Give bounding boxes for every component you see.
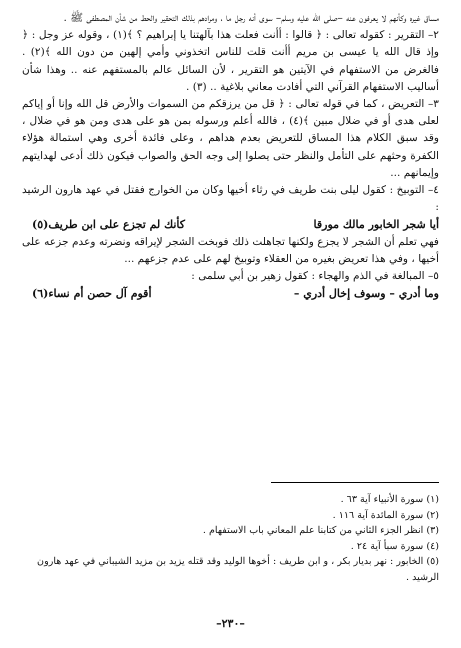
- footnote-1: (١) سورة الأنبياء آية ٦٣ .: [340, 494, 439, 505]
- footnote-5: (٥) الخابور : نهر بديار بكر ، و ابن طريف : أخوها الوليد وقد قتله يزيد بن مزيد الشيباني في عهد هارون الرشيد .: [37, 556, 439, 583]
- paragraph-5: فهي تعلم أن الشجر لا يجزع ولكنها تجاهلت ذلك فوبخت الشجر لإيراقه ونضرته وعدم جزعه على أخيها ، وفي هذا تعريض بغيره من العقلاء وتوبيخ لهم على عدم جزعهم ...: [22, 235, 439, 265]
- paragraph-6: ٥– المبالغة في الذم والهجاء : كقول زهير بن أبي سلمى :: [191, 270, 439, 283]
- poem-verse-2: [22, 285, 439, 302]
- poem-verse-1: [22, 216, 439, 233]
- paragraph-2: ٢– التقرير : كقوله تعالى : ﴿ قالوا : أأنت فعلت هذا بآلهتنا يا إبراهيم ؟ ﴾(١) ، وقوله عز وجل : ﴿ وإذ قال الله يا عيسى بن مريم أأنت قلت للناس اتخذوني وأمي إلهين من دون الله ﴾(٢) . فالغرض من الاستفهام في الآيتين هو التقرير ، لأن السائل عالم بالمستفهم عنه .. وهذا شأن أساليب الاستفهام القرآني التي أفادت معاني بلاغية .. (٣) .: [22, 29, 439, 93]
- verse-2-first-hemistich: وما أدري – وسوف إخال أدري –: [293, 287, 439, 301]
- verse-1-second-hemistich: كأنك لم تجزع على ابن طريف(٥): [32, 218, 186, 232]
- footnote-3: (٣) انظر الجزء الثاني من كتابنا علم المعاني باب الاستفهام .: [202, 525, 439, 537]
- footnote-2: (٢) سورة المائدة آية ١١٦ .: [332, 509, 439, 521]
- paragraph-3: ٣– التعريض ، كما في قوله تعالى : ﴿ قل من يرزقكم من السموات والأرض قل الله وإنا أو إياكم لعلى هدى أو في ضلال مبين ﴾(٤) ، فالله أعلم ورسوله بمن هو على هدى ومن هو في ضلال ، وقد سبق الكلام هذا المساق للتعريض بعدم هداهم ، وعلى فائدة أخرى وهي استمالة هؤلاء الكفرة وحثهم على التأمل والنظر حتى يصلوا إلى وجه الحق والصواب فيكون ذلك أدعى لهدايتهم وإيمانهم ...: [22, 98, 439, 179]
- verse-1-first-hemistich: أيا شجر الخابور مالك مورقا: [313, 218, 439, 232]
- footnote-divider: [271, 482, 439, 483]
- main-text: [22, 10, 439, 302]
- verse-2-second-hemistich: أقوم آل حصن أم نساء(٦): [32, 287, 152, 301]
- footnotes: [24, 492, 439, 586]
- paragraph-1: مساق غيره وكأنهم لا يعرفون عنه –صلى الله عليه وسلم– سوى أنه رجل ما ، ومرادهم بذلك التحقير والحط من شأن المصطفى ﷺ .: [63, 12, 439, 24]
- page-number: –٢٣٠–: [216, 617, 245, 630]
- footnote-4: (٤) سورة سبأ آية ٢٤ .: [350, 540, 439, 552]
- paragraph-4: ٤– التوبيخ : كقول ليلى بنت طريف في رثاء أخيها وكان من الخوارج فقتل في عهد هارون الرشيد :: [22, 184, 439, 214]
